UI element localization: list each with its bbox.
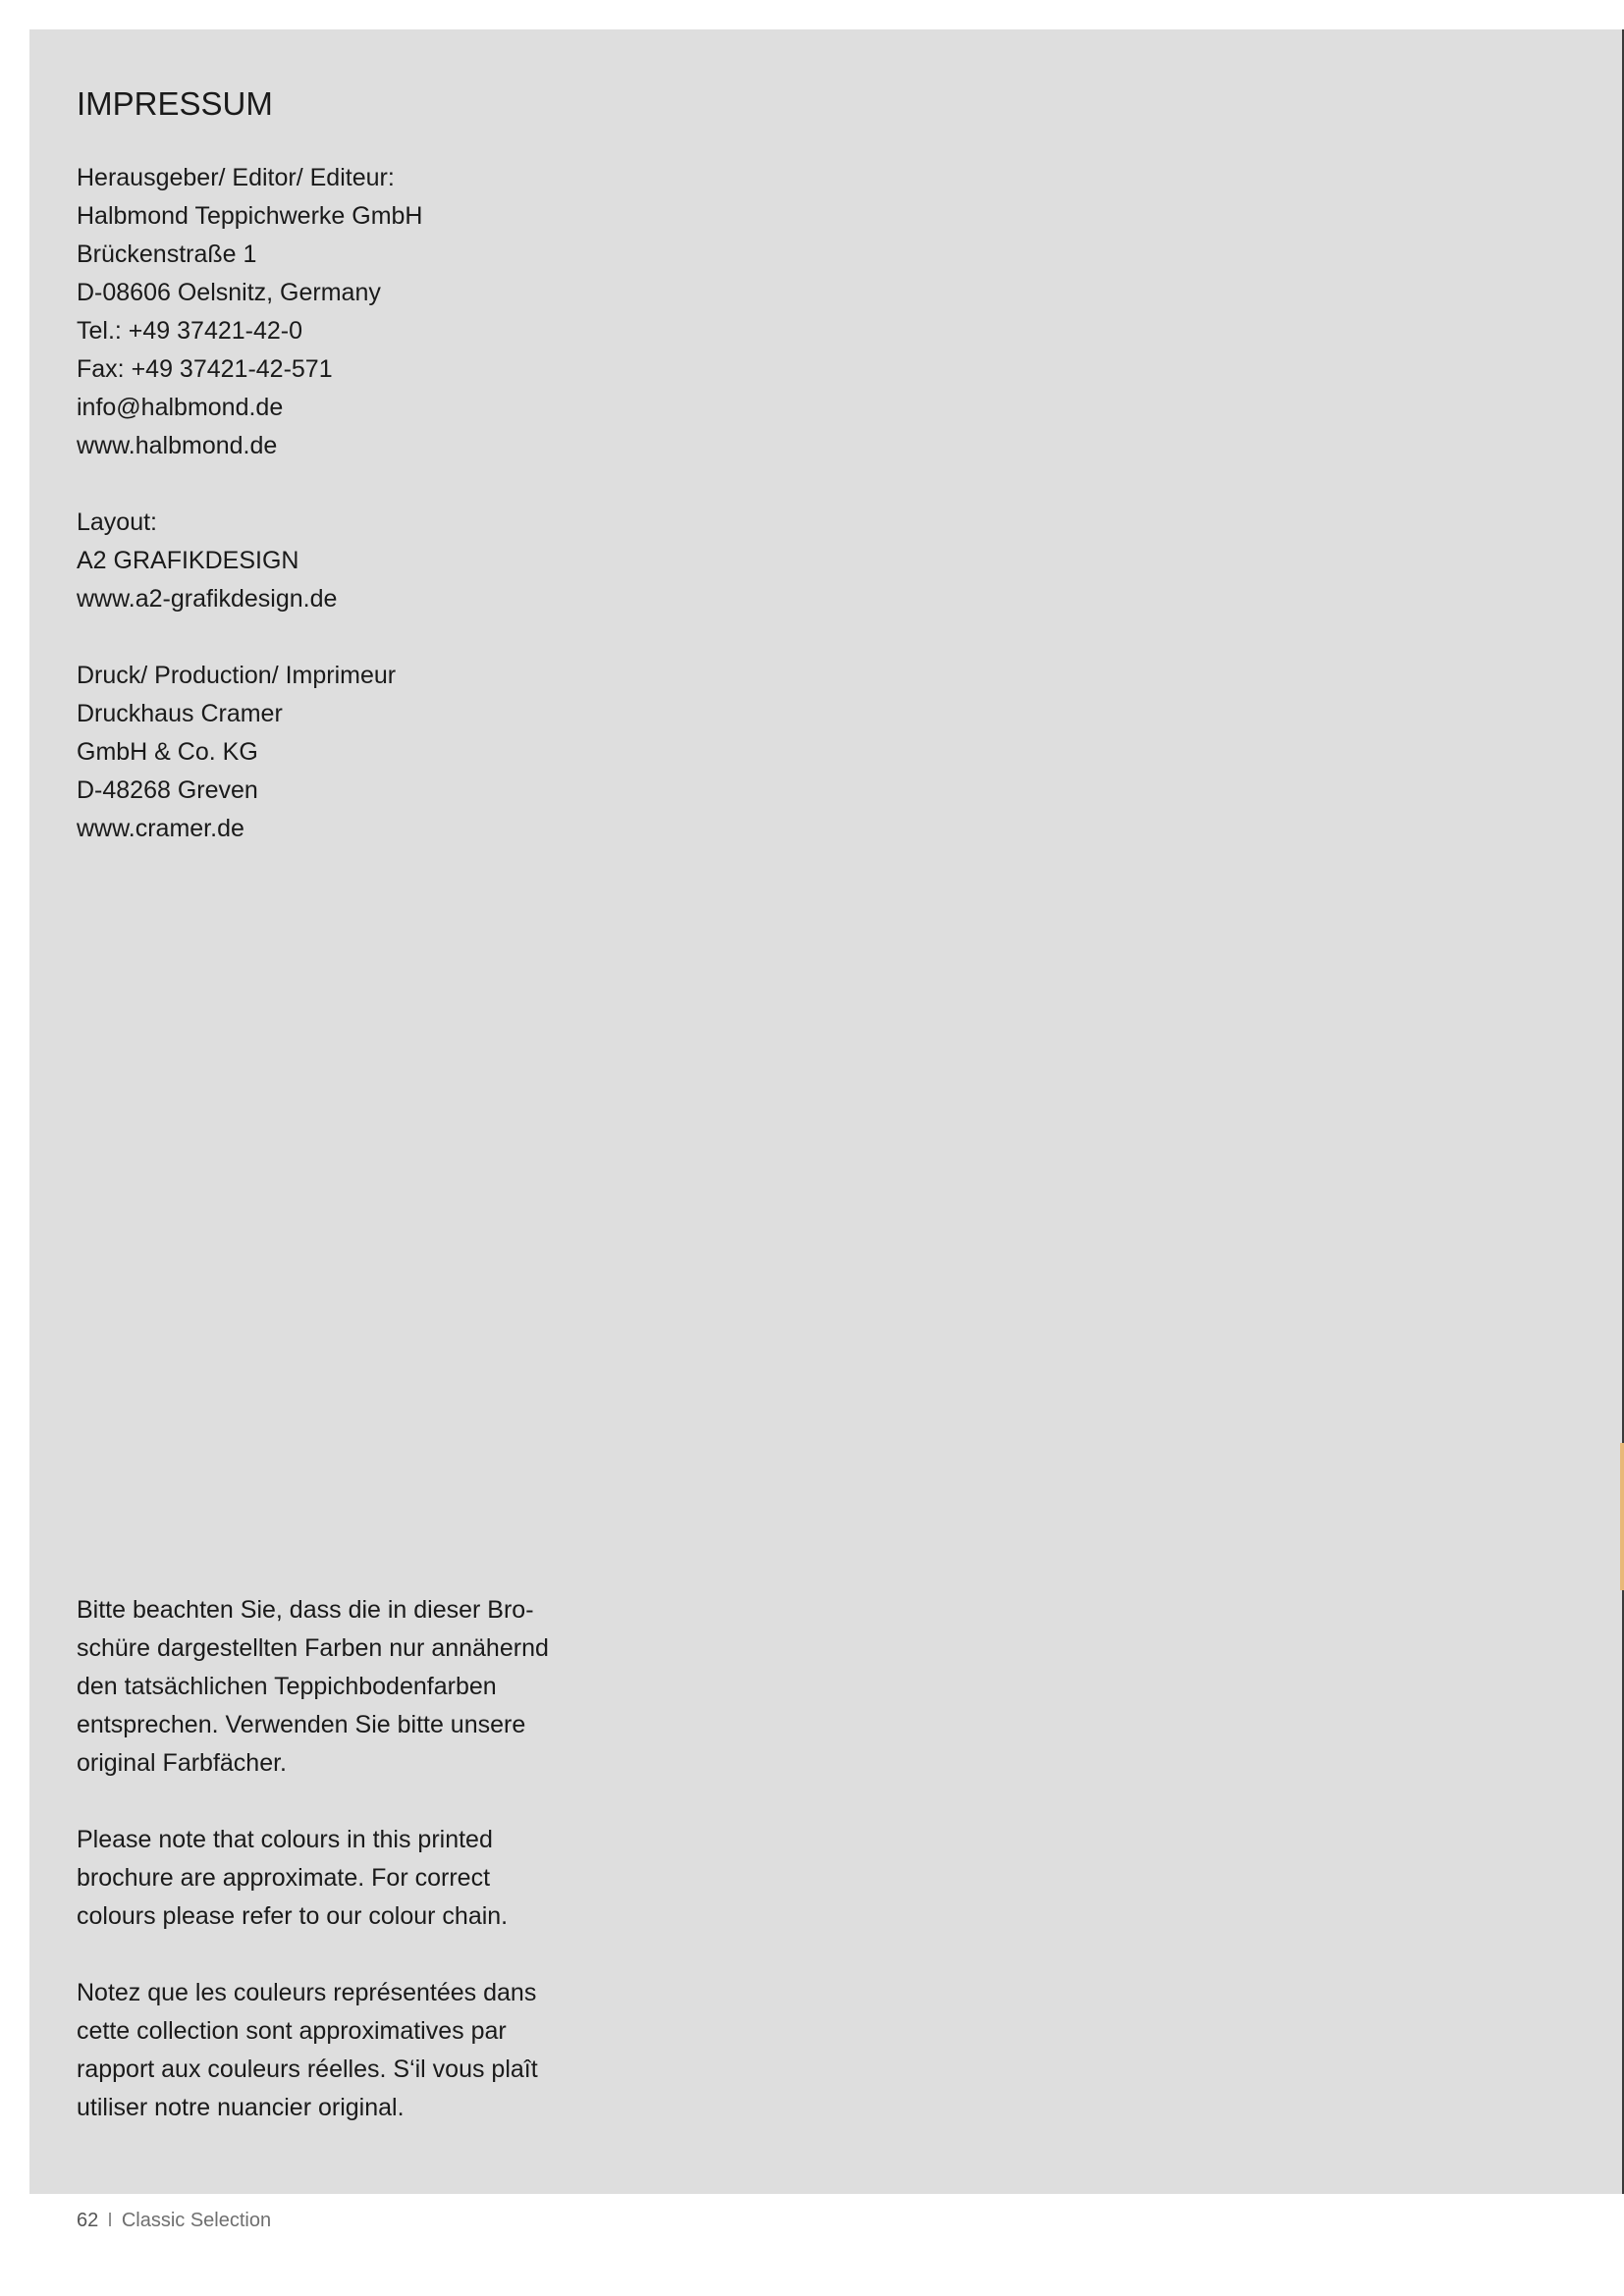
disclaimer-german-line: original Farbfächer.	[77, 1749, 288, 1777]
page-title: IMPRESSUM	[77, 85, 273, 122]
print-heading: Druck/ Production/ Imprimeur	[77, 662, 397, 689]
footer-separator: I	[107, 2210, 113, 2231]
disclaimer-german	[77, 1591, 587, 1783]
print-block	[77, 657, 587, 848]
layout-block	[77, 504, 587, 618]
disclaimer-french-line: utiliser notre nuancier original.	[77, 2094, 405, 2121]
layout-company: A2 GRAFIKDESIGN	[77, 547, 299, 574]
disclaimer-french-line: rapport aux couleurs réelles. S‘il vous plaît	[77, 2056, 538, 2083]
disclaimer-french-line: Notez que les couleurs représentées dans	[77, 1979, 537, 2006]
impressum-content	[77, 84, 587, 886]
layout-heading: Layout:	[77, 508, 158, 536]
print-city: D-48268 Greven	[77, 776, 258, 804]
disclaimer-english	[77, 1821, 587, 1936]
page-footer	[77, 2208, 271, 2233]
disclaimer-german-line: Bitte beachten Sie, dass die in dieser Bro-	[77, 1596, 534, 1624]
publisher-block	[77, 159, 587, 465]
disclaimer-english-line: Please note that colours in this printed	[77, 1826, 493, 1853]
disclaimer-german-line: entsprechen. Verwenden Sie bitte unsere	[77, 1711, 526, 1738]
publisher-city: D-08606 Oelsnitz, Germany	[77, 279, 381, 306]
edge-color-accent	[1620, 1443, 1624, 1590]
publisher-fax: Fax: +49 37421-42-571	[77, 355, 333, 383]
disclaimer-english-line: colours please refer to our colour chain.	[77, 1902, 509, 1930]
disclaimer-french	[77, 1974, 587, 2127]
publisher-website: www.halbmond.de	[77, 432, 278, 459]
publisher-tel: Tel.: +49 37421-42-0	[77, 317, 303, 345]
footer-section-title: Classic Selection	[121, 2210, 272, 2231]
disclaimer-french-line: cette collection sont approximatives par	[77, 2017, 507, 2045]
layout-website: www.a2-grafikdesign.de	[77, 585, 338, 613]
disclaimer-german-line: den tatsächlichen Teppichbodenfarben	[77, 1673, 497, 1700]
publisher-email: info@halbmond.de	[77, 394, 284, 421]
color-disclaimer	[77, 1591, 587, 2165]
disclaimer-german-line: schüre dargestellten Farben nur annähernd	[77, 1634, 549, 1662]
publisher-company: Halbmond Teppichwerke GmbH	[77, 202, 423, 230]
print-company-line2: GmbH & Co. KG	[77, 738, 258, 766]
publisher-heading: Herausgeber/ Editor/ Editeur:	[77, 164, 395, 191]
print-company-line1: Druckhaus Cramer	[77, 700, 283, 727]
publisher-street: Brückenstraße 1	[77, 240, 257, 268]
disclaimer-english-line: brochure are approximate. For correct	[77, 1864, 491, 1892]
print-website: www.cramer.de	[77, 815, 244, 842]
page-number: 62	[77, 2210, 99, 2231]
